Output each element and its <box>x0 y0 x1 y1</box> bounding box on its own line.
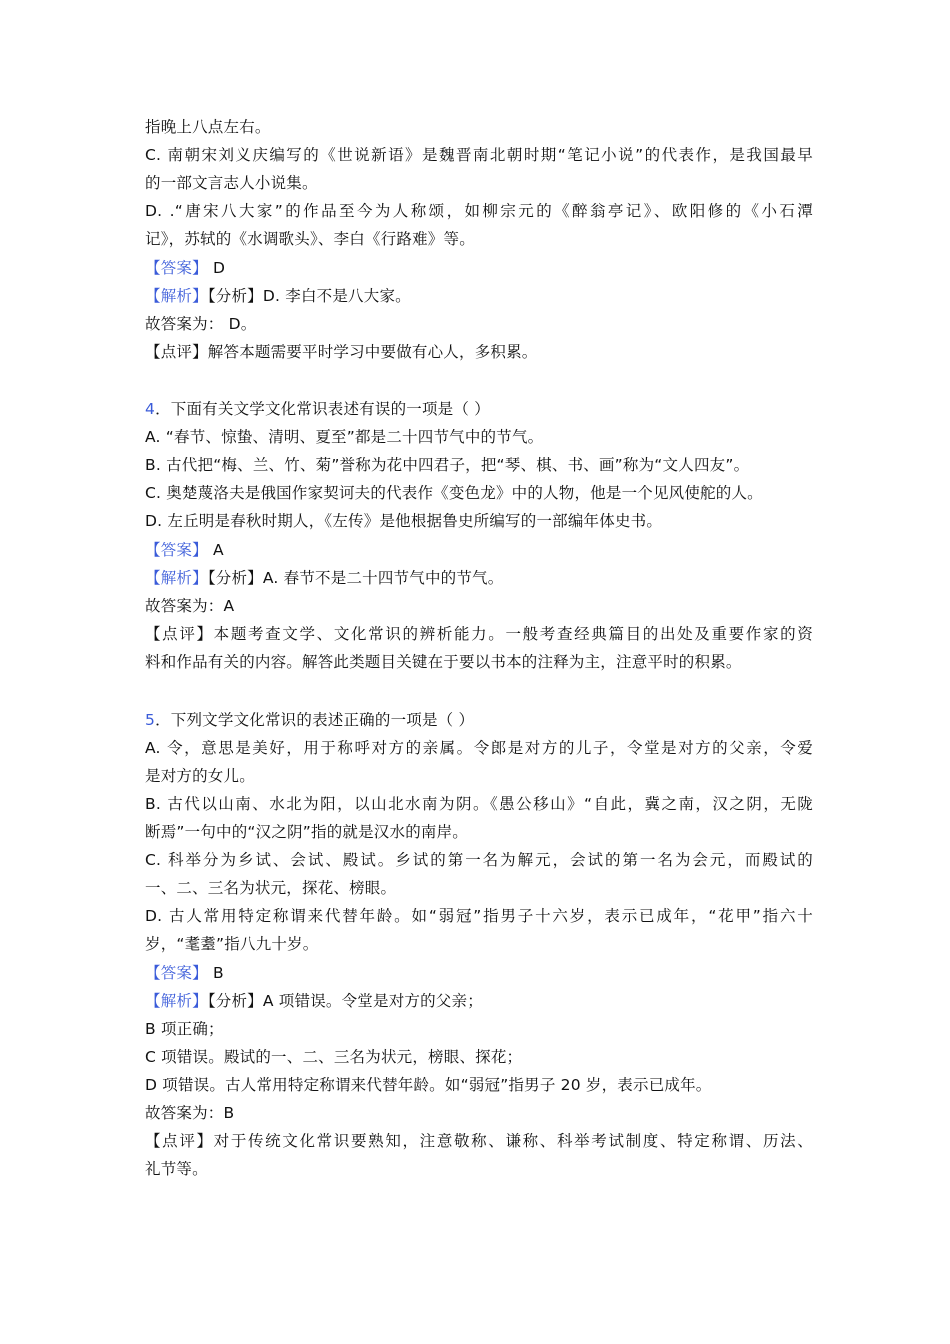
q5-stem <box>145 709 813 731</box>
q3-answer <box>145 257 813 279</box>
q4-option-c: C. 奥楚蔑洛夫是俄国作家契诃夫的代表作《变色龙》中的人物，他是一个见风使舵的人。 <box>145 484 763 502</box>
q5-option-a-line2: 是对方的女儿。 <box>145 767 255 785</box>
q3-analysis <box>145 285 813 307</box>
analysis-text: 【分析】A 项错误。令堂是对方的父亲； <box>207 992 483 1010</box>
analysis-tag: 【解析】 <box>145 569 208 587</box>
q3-conclusion: 故答案为： D。 <box>145 315 257 333</box>
q4-option-a: A. “春节、惊蛰、清明、夏至”都是二十四节气中的节气。 <box>145 428 544 446</box>
answer-tag: 【答案】 <box>145 541 208 559</box>
q5-analysis <box>145 990 813 1012</box>
answer-value: A <box>212 541 224 559</box>
q5-analysis-b: B 项正确； <box>145 1020 224 1038</box>
q5-option-c-line2: 一、二、三名为状元，探花、榜眼。 <box>145 879 397 897</box>
q5-option-b-line1: B. 古代以山南、水北为阳，以山北水南为阴。《愚公移山》“自此，冀之南，汉之阴，无陇 <box>145 795 813 813</box>
q5-comment-line1: 【点评】对于传统文化常识要熟知，注意敬称、谦称、科举考试制度、特定称谓、历法、 <box>145 1132 813 1150</box>
q5-answer <box>145 962 813 984</box>
question-number: 5 <box>145 711 156 729</box>
q3-text-line: 指晚上八点左右。 <box>145 118 271 136</box>
question-stem: ．下面有关文学文化常识表述有误的一项是（ ） <box>155 400 490 418</box>
question-number: 4 <box>145 400 156 418</box>
q5-option-b-line2: 断焉”一句中的“汉之阴”指的就是汉水的南岸。 <box>145 823 468 841</box>
q5-option-d-line1: D. 古人常用特定称谓来代替年龄。如“弱冠”指男子十六岁，表示已成年，“花甲”指六十 <box>145 907 813 925</box>
q3-option-c-line2: 的一部文言志人小说集。 <box>145 174 318 192</box>
answer-value: B <box>212 964 224 982</box>
analysis-tag: 【解析】 <box>145 992 208 1010</box>
q4-comment-line2: 料和作品有关的内容。解答此类题目关键在于要以书本的注释为主，注意平时的积累。 <box>145 653 742 671</box>
q5-analysis-c: C 项错误。殿试的一、二、三名为状元，榜眼、探花； <box>145 1048 523 1066</box>
q4-stem <box>145 398 813 420</box>
q5-conclusion: 故答案为：B <box>145 1104 235 1122</box>
q5-analysis-d: D 项错误。古人常用特定称谓来代替年龄。如“弱冠”指男子 20 岁，表示已成年。 <box>145 1076 712 1094</box>
q3-option-d-line1: D. .“唐宋八大家”的作品至今为人称颂，如柳宗元的《醉翁亭记》、欧阳修的《小石潭 <box>145 202 813 220</box>
answer-value: D <box>212 259 226 277</box>
answer-tag: 【答案】 <box>145 964 208 982</box>
analysis-text: 【分析】D. 李白不是八大家。 <box>207 287 411 305</box>
analysis-tag: 【解析】 <box>145 287 208 305</box>
q4-analysis <box>145 567 813 589</box>
q3-comment: 【点评】解答本题需要平时学习中要做有心人，多积累。 <box>145 343 538 361</box>
q4-answer <box>145 539 813 561</box>
q5-option-a-line1: A. 令，意思是美好，用于称呼对方的亲属。令郎是对方的儿子，令堂是对方的父亲，令爱 <box>145 739 813 757</box>
q3-option-c-line1: C. 南朝宋刘义庆编写的《世说新语》是魏晋南北朝时期“笔记小说”的代表作，是我国最早 <box>145 146 813 164</box>
q5-option-c-line1: C. 科举分为乡试、会试、殿试。乡试的第一名为解元，会试的第一名为会元，而殿试的 <box>145 851 813 869</box>
q4-option-d: D. 左丘明是春秋时期人，《左传》是他根据鲁史所编写的一部编年体史书。 <box>145 512 663 530</box>
analysis-text: 【分析】A. 春节不是二十四节气中的节气。 <box>207 569 504 587</box>
question-stem: ．下列文学文化常识的表述正确的一项是（ ） <box>155 711 475 729</box>
q5-option-d-line2: 岁，“耄耋”指八九十岁。 <box>145 935 319 953</box>
q5-comment-line2: 礼节等。 <box>145 1160 208 1178</box>
q3-option-d-line2: 记》，苏轼的《水调歌头》、李白《行路难》等。 <box>145 230 475 248</box>
answer-tag: 【答案】 <box>145 259 208 277</box>
q4-option-b: B. 古代把“梅、兰、竹、菊”誉称为花中四君子，把“琴、棋、书、画”称为“文人四友”。 <box>145 456 750 474</box>
q4-conclusion: 故答案为：A <box>145 597 235 615</box>
q4-comment-line1: 【点评】本题考查文学、文化常识的辨析能力。一般考查经典篇目的出处及重要作家的资 <box>145 625 813 643</box>
